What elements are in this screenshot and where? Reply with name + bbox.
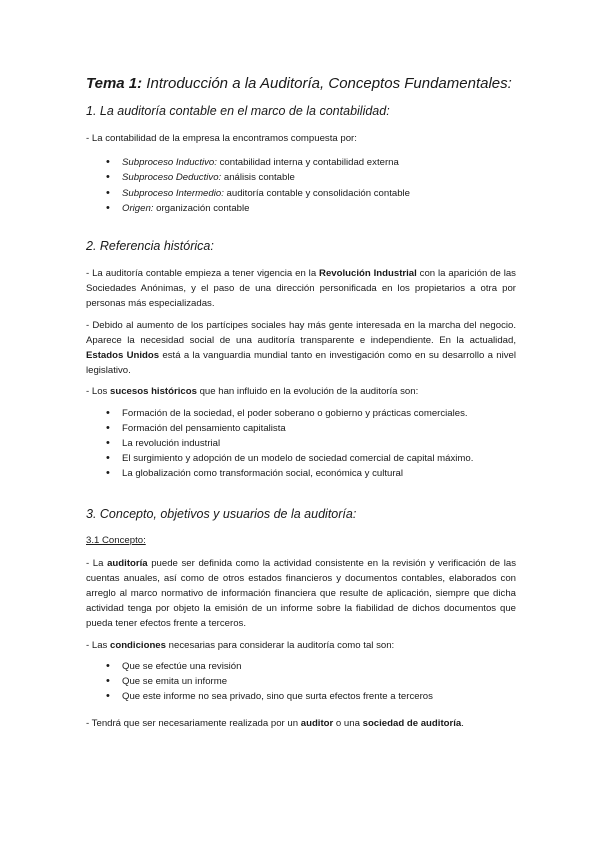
paragraph (86, 266, 516, 312)
text-run: . (461, 718, 464, 730)
text-run: necesarias para considerar la auditoría como tal son: (165, 639, 395, 651)
list-item (106, 155, 516, 170)
list-item-text: análisis contable (221, 172, 295, 184)
text-run: puede ser definida como la actividad consistente en la revisión y verificación de las cuentas anuales, así como de otros estados financieros y documentos contables, elaborados con arreglo al marco normativo de información financiera que resulte de aplicación, siempre que dicha actividad tenga por objeto la emisión de un informe sobre la fiabilidad de dichos documentos que pueda tener efectos frente a terceros. (86, 557, 516, 630)
text-run: con la aparición de las Sociedades Anónimas, y el paso de una dirección personificada en los propietarios a otra por personas más especializadas. (86, 268, 516, 310)
title-text: Introducción a la Auditoría, Conceptos Fundamentales: (142, 75, 512, 92)
list-item: • El surgimiento y adopción de un modelo de sociedad comercial de capital máximo. (106, 451, 516, 466)
section-3-heading: 3. Concepto, objetivos y usuarios de la auditoría: (86, 506, 357, 521)
text-run: - Tendrá que ser necesariamente realizada por un (86, 718, 301, 730)
document-title (86, 74, 516, 93)
section-1-list (86, 155, 516, 216)
paragraph (86, 556, 516, 632)
paragraph (86, 716, 516, 731)
text-run: o una (333, 718, 363, 730)
bold-term: sociedad de auditoría (362, 718, 462, 730)
list-item-text: organización contable (153, 202, 250, 214)
section-3-list (86, 659, 516, 705)
section-2-heading: 2. Referencia histórica: (86, 239, 214, 254)
text-run: - Los (86, 386, 110, 398)
list-item: • Que este informe no sea privado, sino que surta efectos frente a terceros (106, 689, 516, 704)
list-item-label: Subproceso Intermedio: (122, 187, 224, 199)
bold-term: Estados Unidos (86, 350, 160, 362)
list-item-label: Subproceso Deductivo: (122, 172, 222, 184)
bold-term: Revolución Industrial (319, 268, 417, 280)
bold-term: auditor (300, 718, 334, 730)
document-body (86, 74, 516, 738)
bold-term: condiciones (110, 639, 166, 651)
paragraph (86, 638, 516, 653)
bold-term: auditoría (107, 557, 148, 569)
paragraph (86, 384, 516, 399)
list-item (106, 186, 516, 201)
list-item: • Que se efectúe una revisión (106, 659, 516, 674)
list-item: • La globalización como transformación social, económica y cultural (106, 466, 516, 481)
title-topic-number: Tema 1: (86, 75, 143, 92)
list-item: • La revolución industrial (106, 436, 516, 451)
text-run: - La (86, 557, 108, 569)
list-item-text: auditoría contable y consolidación contable (223, 187, 410, 199)
text-run: - La auditoría contable empieza a tener vigencia en la (86, 268, 320, 280)
text-run: - Las (86, 639, 110, 651)
bold-term: sucesos históricos (110, 386, 197, 398)
list-item: • Formación de la sociedad, el poder soberano o gobierno y prácticas comerciales. (106, 406, 516, 421)
list-item-label: Subproceso Inductivo: (122, 157, 217, 169)
section-1-intro: - La contabilidad de la empresa la encontramos compuesta por: (86, 133, 357, 144)
subsection-heading: 3.1 Concepto: (86, 534, 146, 546)
list-item: • Que se emita un informe (106, 674, 516, 689)
section-1-heading: 1. La auditoría contable en el marco de la contabilidad: (86, 104, 390, 118)
text-run: está a la vanguardia mundial tanto en investigación como en su desarrollo a nivel legislativo. (86, 350, 516, 377)
paragraph (86, 318, 516, 379)
section-2-list (86, 406, 516, 482)
list-item (106, 170, 516, 185)
text-run: que han influido en la evolución de la auditoría son: (196, 386, 419, 398)
list-item: • Formación del pensamiento capitalista (106, 421, 516, 436)
list-item-label: Origen: (122, 202, 154, 214)
text-run: - Debido al aumento de los partícipes sociales hay más gente interesada en la marcha del negocio. Aparece la necesidad social de una auditoría transparente e independiente. En la actualidad, (86, 319, 516, 346)
list-item-text: contabilidad interna y contabilidad externa (216, 157, 399, 169)
list-item (106, 201, 516, 216)
